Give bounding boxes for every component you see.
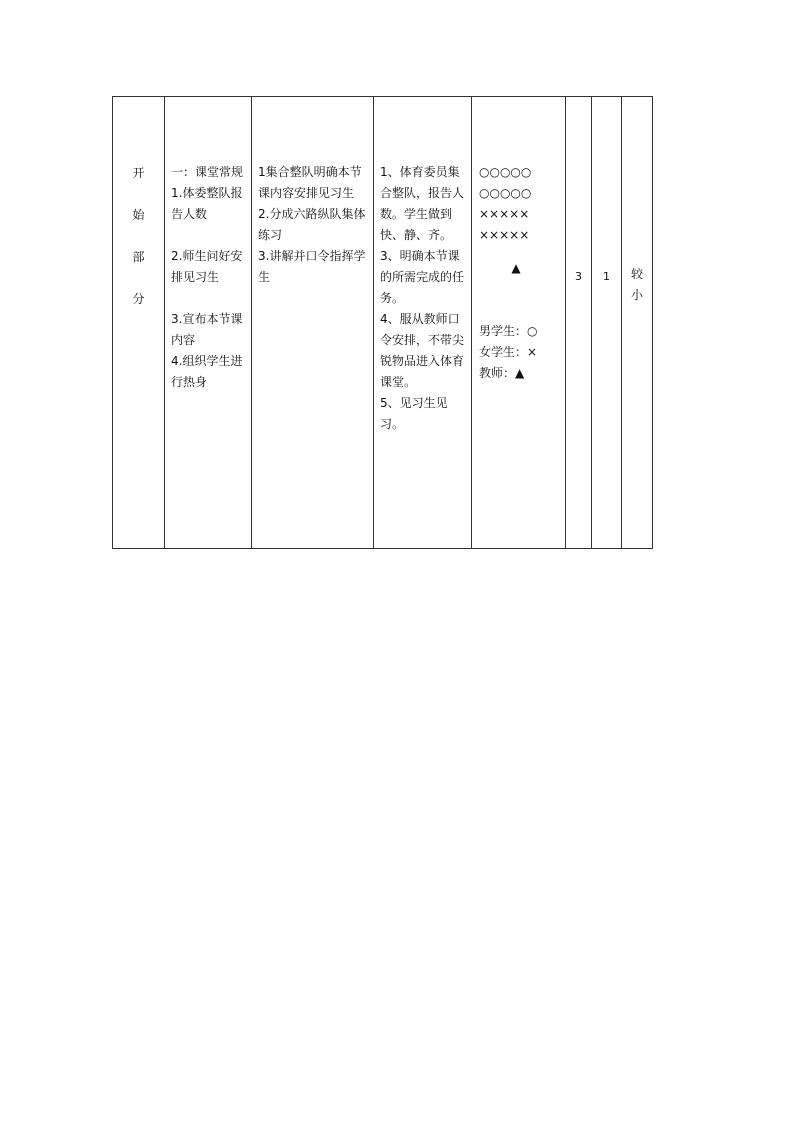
student-activity-item: 4、服从教师口令安排，不带尖锐物品进入体育课堂。: [380, 312, 465, 389]
section-char: 分: [132, 292, 145, 306]
student-activity-item: 5、见习生见习。: [380, 396, 448, 431]
formation-row-female: ×××××: [479, 207, 530, 221]
student-activity-item: 3、明确本节课的所需完成的任务。: [380, 249, 465, 305]
time-cell: [566, 97, 592, 549]
teacher-activity-item: 2.分成六路纵队集体练习: [258, 207, 366, 242]
teacher-activity-item: 1集合整队明确本节课内容安排见习生: [258, 165, 362, 200]
student-activity-cell: [374, 97, 472, 549]
content-heading: 一：课堂常规: [171, 165, 244, 179]
content-cell: [165, 97, 252, 549]
count-value: 1: [603, 270, 610, 283]
organization-cell: [472, 97, 566, 549]
formation-row-male: ○○○○○: [479, 186, 532, 200]
intensity-char: 较: [630, 267, 643, 281]
teacher-activity-cell: [252, 97, 374, 549]
formation-legend: [479, 321, 559, 384]
teacher-activity-item: 3.讲解并口令指挥学生: [258, 249, 366, 284]
formation-row-female: ×××××: [479, 228, 530, 242]
intensity-cell: [622, 97, 653, 549]
content-item: 2.师生问好安排见习生: [171, 249, 243, 284]
count-cell: [592, 97, 622, 549]
section-char: 部: [132, 250, 145, 264]
content-item: 1.体委整队报告人数: [171, 186, 243, 221]
legend-teacher: 教师：▲: [479, 366, 525, 380]
content-item: 4.组织学生进行热身: [171, 354, 243, 389]
time-value: 3: [575, 270, 582, 283]
teacher-position-icon: ▲: [511, 261, 521, 275]
intensity-char: 小: [630, 288, 643, 302]
table-row: [113, 97, 653, 549]
legend-male: 男学生：○: [479, 324, 538, 338]
section-char: 始: [132, 208, 145, 222]
formation-row-male: ○○○○○: [479, 165, 532, 179]
section-char: 开: [132, 166, 145, 180]
lesson-plan-table: [112, 96, 653, 549]
student-activity-item: 1、体育委员集合整队，报告人数。学生做到快、静、齐。: [380, 165, 465, 242]
section-cell: [113, 97, 165, 549]
legend-female: 女学生：×: [479, 345, 538, 359]
content-item: 3.宣布本节课内容: [171, 312, 243, 347]
